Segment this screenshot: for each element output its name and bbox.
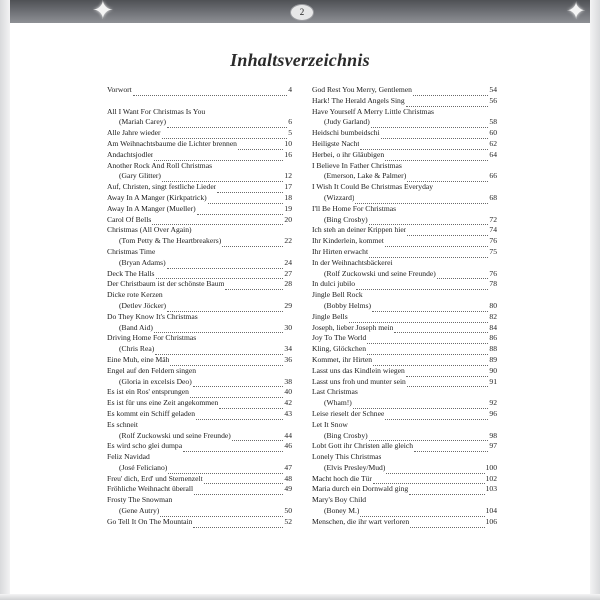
toc-entry[interactable]	[107, 474, 292, 485]
toc-entry[interactable]	[107, 139, 292, 150]
toc-entry-page: 19	[284, 203, 292, 213]
toc-entry-title: Heiligste Nacht	[312, 138, 360, 148]
toc-leader-dots	[193, 379, 284, 387]
toc-entry[interactable]	[312, 474, 497, 485]
toc-entry-title: Jingle Bells	[312, 311, 348, 321]
toc-leader-dots	[409, 487, 484, 495]
toc-entry-title: Lasst uns froh und munter sein	[312, 376, 406, 386]
toc-entry[interactable]	[312, 182, 497, 193]
toc-entry[interactable]	[107, 301, 292, 312]
toc-entry-page: 46	[284, 441, 292, 451]
toc-leader-dots	[369, 433, 489, 441]
toc-entry-page: 82	[489, 311, 497, 321]
toc-entry[interactable]	[107, 355, 292, 366]
toc-entry-title: Christmas (All Over Again)	[107, 225, 192, 235]
toc-entry-title: (Gene Autry)	[119, 506, 160, 516]
toc-entry-page: 6	[288, 117, 292, 127]
toc-entry-title: Driving Home For Christmas	[107, 333, 197, 343]
toc-entry[interactable]	[107, 247, 292, 258]
toc-leader-dots	[155, 347, 283, 355]
toc-entry-page: 100	[485, 462, 497, 472]
toc-leader-dots	[353, 401, 489, 409]
toc-entry-title: (Bing Crosby)	[324, 430, 368, 440]
toc-entry[interactable]	[312, 290, 497, 301]
toc-entry-title: Lasst uns das Kindlein wiegen	[312, 365, 405, 375]
toc-entry-title: In dulci jubilo	[312, 279, 356, 289]
toc-entry-title: Joy To The World	[312, 333, 367, 343]
toc-leader-dots	[381, 131, 489, 139]
toc-entry-title: Lonely This Christmas	[312, 452, 382, 462]
toc-entry[interactable]	[312, 323, 497, 334]
toc-entry-title: Fröhliche Weihnacht überall	[107, 484, 194, 494]
toc-entry-page: 58	[489, 117, 497, 127]
toc-leader-dots	[225, 282, 283, 290]
toc-entry-page: 64	[489, 149, 497, 159]
toc-entry[interactable]	[312, 366, 497, 377]
toc-entry-title: (Chris Rea)	[119, 344, 155, 354]
toc-entry-title: Freu' dich, Erd' und Sternenzelt	[107, 473, 203, 483]
toc-entry-page: 27	[284, 268, 292, 278]
toc-spacer	[107, 96, 292, 107]
toc-entry[interactable]	[107, 377, 292, 388]
toc-leader-dots	[407, 174, 488, 182]
toc-entry[interactable]	[107, 463, 292, 474]
toc-entry-page: 97	[489, 441, 497, 451]
toc-entry-page: 96	[489, 408, 497, 418]
toc-column-right	[312, 85, 497, 528]
toc-entry[interactable]	[107, 431, 292, 442]
toc-entry[interactable]	[312, 301, 497, 312]
toc-entry[interactable]	[312, 279, 497, 290]
toc-leader-dots	[208, 196, 284, 204]
toc-entry-title: (Rolf Zuckowski und seine Freunde)	[119, 430, 231, 440]
toc-entry[interactable]	[312, 517, 497, 528]
toc-entry[interactable]	[107, 161, 292, 172]
toc-entry[interactable]	[312, 193, 497, 204]
toc-entry-title: Alle Jahre wieder	[107, 128, 161, 138]
toc-leader-dots	[170, 358, 283, 366]
toc-entry-page: 47	[284, 462, 292, 472]
toc-leader-dots	[406, 99, 489, 107]
toc-entry[interactable]	[312, 128, 497, 139]
toc-entry-title: Joseph, lieber Joseph mein	[312, 322, 394, 332]
toc-entry[interactable]	[312, 312, 497, 323]
toc-entry-title: Es schneit	[107, 419, 139, 429]
toc-entry-title: (Gloria in excelsis Deo)	[119, 376, 192, 386]
toc-leader-dots	[196, 412, 283, 420]
toc-entry-title: Ihr Kinderlein, kommet	[312, 236, 384, 246]
toc-entry-page: 56	[489, 95, 497, 105]
toc-entry[interactable]	[312, 269, 497, 280]
toc-entry-page: 68	[489, 192, 497, 202]
toc-entry-title: (Bryan Adams)	[119, 257, 166, 267]
toc-entry-title: Herbei, o ihr Gläubigen	[312, 149, 385, 159]
toc-entry-title: Menschen, die ihr wart verloren	[312, 516, 410, 526]
toc-leader-dots	[162, 174, 283, 182]
toc-entry-title: Es kommt ein Schiff geladen	[107, 408, 196, 418]
toc-entry[interactable]	[107, 204, 292, 215]
toc-leader-dots	[356, 282, 488, 290]
toc-entry-page: 74	[489, 225, 497, 235]
toc-entry[interactable]	[312, 387, 497, 398]
toc-entry[interactable]	[107, 225, 292, 236]
toc-leader-dots	[167, 261, 284, 269]
toc-entry-page: 72	[489, 214, 497, 224]
toc-entry[interactable]	[107, 269, 292, 280]
toc-entry-page: 29	[284, 300, 292, 310]
toc-entry-page: 40	[284, 387, 292, 397]
toc-leader-dots	[414, 444, 488, 452]
toc-entry-page: 86	[489, 333, 497, 343]
toc-entry-page: 4	[288, 85, 292, 94]
toc-entry[interactable]	[312, 344, 497, 355]
toc-entry-title: (Wham!)	[324, 398, 352, 408]
page-edge-left	[0, 0, 10, 600]
toc-entry[interactable]	[312, 96, 497, 107]
toc-entry[interactable]	[312, 236, 497, 247]
toc-entry-title: Another Rock And Roll Christmas	[107, 160, 213, 170]
toc-entry-page: 30	[284, 322, 292, 332]
toc-entry-page: 54	[489, 85, 497, 94]
toc-entry-title: Jingle Bell Rock	[312, 290, 363, 300]
toc-entry-title: Heidschi bumbeidschi	[312, 128, 380, 138]
toc-leader-dots	[369, 217, 489, 225]
toc-entry[interactable]	[107, 495, 292, 506]
toc-leader-dots	[406, 369, 489, 377]
toc-entry-title: Maria durch ein Dornwald ging	[312, 484, 409, 494]
toc-entry-title: Leise rieselt der Schnee	[312, 408, 385, 418]
toc-entry-page: 90	[489, 365, 497, 375]
toc-entry-title: Am Weihnachtsbaume die Lichter brennen	[107, 138, 237, 148]
toc-entry-title: (Emerson, Lake & Palmer)	[324, 171, 407, 181]
toc-entry-title: Es wird scho glei dumpa	[107, 441, 183, 451]
toc-entry[interactable]	[107, 452, 292, 463]
toc-leader-dots	[373, 358, 488, 366]
toc-leader-dots	[167, 120, 287, 128]
toc-leader-dots	[410, 520, 484, 528]
toc-entry-title: Dicke rote Kerzen	[107, 290, 163, 300]
toc-leader-dots	[369, 250, 488, 258]
toc-entry-title: Eine Muh, eine Mäh	[107, 354, 170, 364]
toc-entry-title: Der Christbaum ist der schönste Baum	[107, 279, 225, 289]
toc-entry[interactable]	[312, 107, 497, 118]
toc-leader-dots	[407, 379, 489, 387]
toc-entry-page: 91	[489, 376, 497, 386]
toc-column-left	[107, 85, 292, 528]
toc-entry-page: 80	[489, 300, 497, 310]
toc-entry[interactable]	[312, 441, 497, 452]
toc-entry[interactable]	[312, 161, 497, 172]
toc-entry[interactable]	[312, 420, 497, 431]
page-edge-right	[590, 0, 600, 600]
toc-entry[interactable]	[107, 312, 292, 323]
toc-entry-title: Have Yourself A Merry Little Christmas	[312, 106, 434, 116]
toc-entry-title: (Gary Glitter)	[119, 171, 161, 181]
toc-entry-title: Frosty The Snowman	[107, 495, 173, 505]
toc-entry-title: I Believe In Father Christmas	[312, 160, 402, 170]
toc-entry-title: Do They Know It's Christmas	[107, 311, 198, 321]
toc-entry-title: (Rolf Zuckowski und seine Freunde)	[324, 268, 436, 278]
toc-leader-dots	[133, 88, 287, 96]
toc-entry[interactable]	[107, 236, 292, 247]
toc-entry[interactable]	[312, 258, 497, 269]
toc-entry[interactable]	[107, 290, 292, 301]
toc-entry-title: In der Weihnachtsbäckerei	[312, 257, 393, 267]
toc-entry[interactable]	[107, 333, 292, 344]
toc-entry-page: 12	[284, 171, 292, 181]
toc-entry-page: 103	[485, 484, 497, 494]
toc-entry[interactable]	[107, 150, 292, 161]
toc-leader-dots	[193, 520, 283, 528]
toc-entry-title: Lobt Gott ihr Christen alle gleich	[312, 441, 414, 451]
toc-entry[interactable]	[107, 117, 292, 128]
toc-entry[interactable]	[107, 420, 292, 431]
toc-entry-title: Last Christmas	[312, 387, 358, 397]
toc-entry-page: 60	[489, 128, 497, 138]
toc-leader-dots	[183, 444, 283, 452]
toc-entry-page: 20	[284, 214, 292, 224]
toc-entry-title: Ich steh an deiner Krippen hier	[312, 225, 407, 235]
toc-entry-page: 34	[284, 344, 292, 354]
toc-leader-dots	[222, 239, 283, 247]
toc-leader-dots	[394, 325, 488, 333]
toc-entry-page: 49	[284, 484, 292, 494]
toc-entry-title: (Judy Garland)	[324, 117, 370, 127]
toc-leader-dots	[154, 153, 283, 161]
toc-entry[interactable]	[107, 107, 292, 118]
toc-entry-page: 102	[485, 473, 497, 483]
toc-entry[interactable]	[312, 377, 497, 388]
toc-entry-page: 89	[489, 354, 497, 364]
toc-entry-title: Deck The Halls	[107, 268, 155, 278]
toc-entry[interactable]	[312, 85, 497, 96]
toc-entry-page: 98	[489, 430, 497, 440]
toc-leader-dots	[385, 153, 488, 161]
toc-entry-title: (Bobby Helms)	[324, 300, 372, 310]
toc-leader-dots	[152, 217, 283, 225]
toc-entry[interactable]	[312, 506, 497, 517]
toc-entry-page: 84	[489, 322, 497, 332]
toc-entry[interactable]	[107, 506, 292, 517]
toc-entry-page: 17	[284, 182, 292, 192]
toc-entry-page: 92	[489, 398, 497, 408]
toc-leader-dots	[167, 304, 283, 312]
toc-entry-page: 88	[489, 344, 497, 354]
toc-entry[interactable]	[107, 398, 292, 409]
toc-entry-page: 44	[284, 430, 292, 440]
toc-leader-dots	[219, 401, 283, 409]
toc-entry-title: Hark! The Herald Angels Sing	[312, 95, 405, 105]
toc-entry-title: Let It Snow	[312, 419, 348, 429]
toc-entry-title: Feliz Navidad	[107, 452, 150, 462]
toc-entry-title: Carol Of Bells	[107, 214, 152, 224]
toc-leader-dots	[360, 509, 484, 517]
toc-leader-dots	[386, 466, 484, 474]
toc-entry[interactable]	[107, 258, 292, 269]
toc-entry[interactable]	[107, 215, 292, 226]
toc-leader-dots	[413, 88, 489, 96]
toc-leader-dots	[217, 185, 283, 193]
toc-entry-page: 104	[485, 506, 497, 516]
toc-entry[interactable]	[107, 484, 292, 495]
toc-entry[interactable]	[312, 484, 497, 495]
toc-entry-page: 76	[489, 268, 497, 278]
toc-entry-page: 38	[284, 376, 292, 386]
toc-leader-dots	[160, 509, 283, 517]
toc-entry-page: 50	[284, 506, 292, 516]
toc-entry[interactable]	[107, 323, 292, 334]
toc-entry[interactable]	[312, 495, 497, 506]
toc-entry[interactable]	[107, 409, 292, 420]
toc-entry[interactable]	[312, 139, 497, 150]
toc-entry-title: I Wish It Could Be Christmas Everyday	[312, 182, 434, 192]
toc-entry-title: I'll Be Home For Christmas	[312, 203, 397, 213]
toc-leader-dots	[168, 466, 283, 474]
page-title: Inhaltsverzeichnis	[230, 50, 370, 70]
toc-leader-dots	[204, 476, 284, 484]
toc-entry-title: Kling, Glöckchen	[312, 344, 366, 354]
toc-entry-page: 48	[284, 473, 292, 483]
toc-entry[interactable]	[312, 398, 497, 409]
toc-entry-title: (Wizzard)	[324, 192, 355, 202]
toc-entry[interactable]	[312, 463, 497, 474]
toc-entry-title: Auf, Christen, singt festliche Lieder	[107, 182, 217, 192]
toc-entry[interactable]	[107, 85, 292, 96]
toc-entry-title: (Tom Petty & The Heartbreakers)	[119, 236, 222, 246]
toc-entry[interactable]	[107, 128, 292, 139]
toc-entry[interactable]	[312, 171, 497, 182]
toc-entry-page: 22	[284, 236, 292, 246]
toc-entry-page: 75	[489, 246, 497, 256]
toc-leader-dots	[360, 142, 488, 150]
toc-entry[interactable]	[312, 247, 497, 258]
star-icon: ✦	[566, 0, 587, 25]
toc-leader-dots	[367, 336, 488, 344]
toc-entry[interactable]	[107, 171, 292, 182]
toc-leader-dots	[190, 390, 283, 398]
toc-entry-page: 43	[284, 408, 292, 418]
toc-entry-page: 18	[284, 192, 292, 202]
toc-entry[interactable]	[107, 366, 292, 377]
toc-entry-title: Christmas Time	[107, 246, 156, 256]
toc-leader-dots	[238, 142, 283, 150]
toc-leader-dots	[385, 239, 488, 247]
toc-entry-title: (Boney M.)	[324, 506, 360, 516]
toc-leader-dots	[156, 271, 284, 279]
toc-entry[interactable]	[312, 225, 497, 236]
toc-entry-page: 52	[284, 516, 292, 526]
toc-entry-title: God Rest You Merry, Gentlemen	[312, 85, 412, 94]
toc-entry[interactable]	[312, 431, 497, 442]
toc-entry-page: 36	[284, 354, 292, 364]
toc-entry-title: All I Want For Christmas Is You	[107, 106, 206, 116]
toc-entry[interactable]	[107, 387, 292, 398]
toc-entry-title: Mary's Boy Child	[312, 495, 367, 505]
toc-entry[interactable]	[107, 279, 292, 290]
toc-entry-title: Macht hoch die Tür	[312, 473, 372, 483]
toc-entry-title: Es ist für uns eine Zeit angekommen	[107, 398, 219, 408]
toc-entry[interactable]	[107, 441, 292, 452]
toc-entry-page: 10	[284, 138, 292, 148]
toc-entry-title: Es ist ein Ros' entsprungen	[107, 387, 189, 397]
toc-entry[interactable]	[312, 355, 497, 366]
toc-entry[interactable]	[312, 117, 497, 128]
toc-leader-dots	[437, 271, 489, 279]
toc-entry-title: (José Feliciano)	[119, 462, 168, 472]
toc-entry-title: (Bing Crosby)	[324, 214, 368, 224]
toc-entry-title: Kommet, ihr Hirten	[312, 354, 373, 364]
star-icon: ✦	[92, 0, 114, 26]
toc-entry-page: 62	[489, 138, 497, 148]
toc-entry-title: Away In A Manger (Mueller)	[107, 203, 196, 213]
toc-entry-title: Engel auf den Feldern singen	[107, 365, 196, 375]
toc-leader-dots	[197, 207, 284, 215]
toc-entry[interactable]	[107, 182, 292, 193]
page-number: 2	[290, 4, 314, 21]
toc-entry-page: 28	[284, 279, 292, 289]
toc-leader-dots	[232, 433, 284, 441]
toc-entry-page: 78	[489, 279, 497, 289]
toc-entry-title: (Band Aid)	[119, 322, 153, 332]
toc-entry[interactable]	[312, 452, 497, 463]
toc-entry[interactable]	[107, 193, 292, 204]
toc-entry[interactable]	[312, 333, 497, 344]
toc-leader-dots	[154, 325, 283, 333]
toc-leader-dots	[407, 228, 488, 236]
toc-entry-page: 106	[485, 516, 497, 526]
toc-leader-dots	[162, 131, 288, 139]
toc-entry-page: 66	[489, 171, 497, 181]
toc-entry[interactable]	[312, 204, 497, 215]
toc-entry-page: 76	[489, 236, 497, 246]
toc-leader-dots	[372, 304, 488, 312]
toc-leader-dots	[355, 196, 488, 204]
toc-leader-dots	[373, 476, 485, 484]
toc-entry-title: (Mariah Carey)	[119, 117, 167, 127]
toc-entry-title: Away In A Manger (Kirkpatrick)	[107, 192, 207, 202]
toc-entry-title: Go Tell It On The Mountain	[107, 516, 193, 526]
page-bottom-edge	[0, 594, 600, 600]
toc-entry[interactable]	[312, 409, 497, 420]
toc-entry[interactable]	[107, 517, 292, 528]
toc-leader-dots	[385, 412, 488, 420]
toc-entry-page: 42	[284, 398, 292, 408]
toc-entry-page: 5	[288, 128, 292, 138]
toc-entry-title: Andachtsjodler	[107, 149, 154, 159]
toc-entry[interactable]	[312, 150, 497, 161]
toc-leader-dots	[194, 487, 283, 495]
toc-entry-title: (Elvis Presley/Mud)	[324, 462, 386, 472]
toc-entry[interactable]	[312, 215, 497, 226]
toc-entry-title: (Detlev Jöcker)	[119, 300, 167, 310]
toc-entry-page: 16	[284, 149, 292, 159]
toc-entry[interactable]	[107, 344, 292, 355]
toc-entry-title: Vorwort	[107, 85, 132, 94]
toc-leader-dots	[371, 120, 489, 128]
toc-leader-dots	[349, 315, 489, 323]
toc-entry-page: 24	[284, 257, 292, 267]
toc-leader-dots	[367, 347, 488, 355]
toc-entry-title: Ihr Hirten erwacht	[312, 246, 369, 256]
